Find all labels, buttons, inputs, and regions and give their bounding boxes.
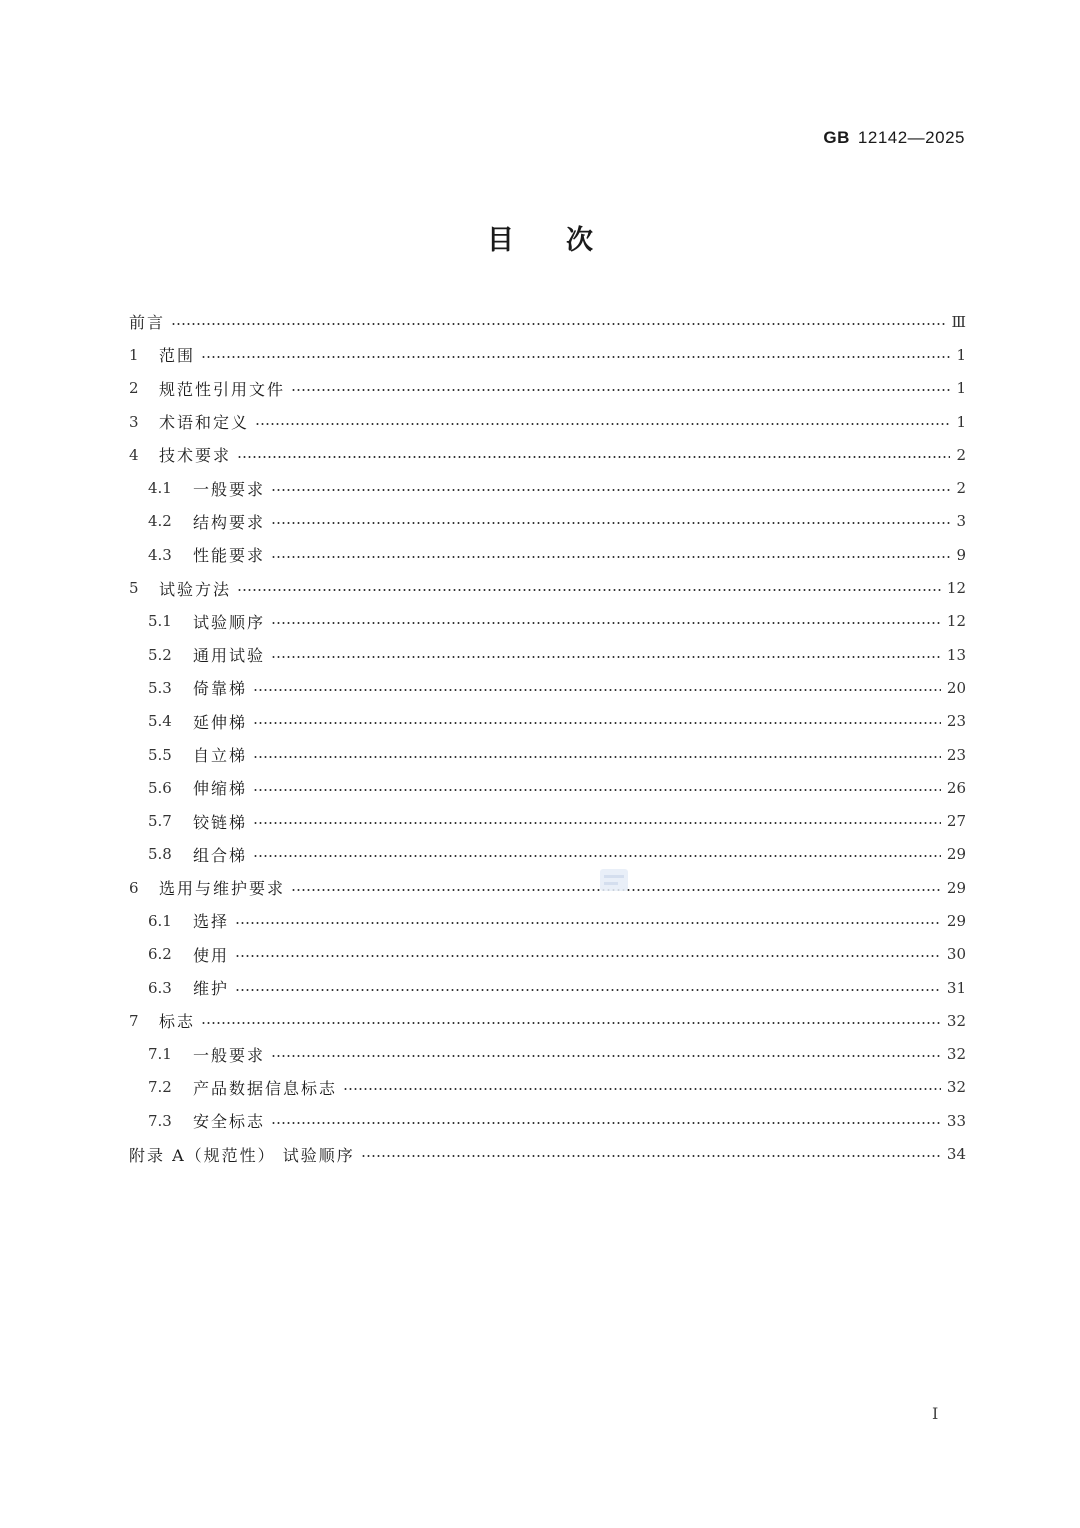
toc-entry-label: 规范性引用文件 <box>159 379 286 399</box>
toc-entry-page: 33 <box>946 1111 966 1130</box>
toc-entry[interactable] <box>129 1004 966 1037</box>
toc-entry-number: 7.2 <box>148 1078 172 1097</box>
dot-leader <box>253 822 941 824</box>
dot-leader <box>271 489 950 491</box>
toc-entry-label: 选用与维护要求 <box>159 879 286 899</box>
toc-entry-page: 29 <box>946 911 966 930</box>
toc-entry-label: 一般要求 <box>193 479 266 499</box>
toc-entry-page: 1 <box>956 412 966 431</box>
dot-leader <box>271 656 941 658</box>
toc-entry-number: 6.2 <box>148 945 172 964</box>
toc-entry-label: 使用 <box>193 945 230 965</box>
dot-leader <box>253 789 941 791</box>
toc-entry-label: 范围 <box>159 346 196 366</box>
toc-entry-page: 3 <box>956 512 966 531</box>
dot-leader <box>291 389 950 391</box>
toc-entry-page: 13 <box>946 645 966 664</box>
toc-entry-label: 术语和定义 <box>159 413 250 433</box>
toc-entry-label: 试验方法 <box>159 579 232 599</box>
toc-entry-label: 通用试验 <box>193 646 266 666</box>
toc-entry[interactable] <box>129 671 966 704</box>
toc-entry-page: 27 <box>946 812 966 831</box>
standard-number: 12142—2025 <box>857 128 965 147</box>
toc-entry-number: 5.8 <box>148 845 172 864</box>
toc-entry[interactable] <box>129 1104 966 1137</box>
toc-entry[interactable] <box>129 804 966 837</box>
toc-entry-label: 安全标志 <box>193 1112 266 1132</box>
toc-entry[interactable] <box>129 638 966 671</box>
toc-entry-page: 23 <box>946 712 966 731</box>
dot-leader <box>235 955 941 957</box>
toc-entry-number: 5.6 <box>148 778 172 797</box>
toc-entry-label: 延伸梯 <box>193 712 248 732</box>
toc-entry-label: 铰链梯 <box>193 812 248 832</box>
toc-entry[interactable] <box>129 471 966 504</box>
toc-entry[interactable] <box>129 771 966 804</box>
toc-entry-number: 7.3 <box>148 1111 172 1130</box>
toc-entry-number: 1 <box>129 345 139 364</box>
toc-entry-number: 7 <box>129 1011 139 1030</box>
toc-entry-number: 4.3 <box>148 545 172 564</box>
dot-leader <box>201 356 950 358</box>
toc-entry-number: 2 <box>129 379 139 398</box>
dot-leader <box>235 989 941 991</box>
dot-leader <box>255 423 950 425</box>
toc-entry-page: 32 <box>946 1078 966 1097</box>
dot-leader <box>201 1022 941 1024</box>
toc-entry[interactable] <box>129 871 966 904</box>
toc-entry-number: 4.2 <box>148 512 172 531</box>
dot-leader <box>235 922 941 924</box>
toc-entry-number: 6.1 <box>148 911 172 930</box>
toc-entry-page: 9 <box>956 545 966 564</box>
toc-entry-number: 6.3 <box>148 978 172 997</box>
toc-entry[interactable] <box>129 971 966 1004</box>
dot-leader <box>343 1088 941 1090</box>
toc-entry-page: 2 <box>956 479 966 498</box>
toc-entry-page: 1 <box>956 345 966 364</box>
dot-leader <box>253 722 941 724</box>
toc-entry-label: 附录 A（规范性） 试验顺序 <box>129 1145 355 1165</box>
toc-entry-label: 选择 <box>193 912 230 932</box>
toc-entry-label: 标志 <box>159 1012 196 1032</box>
toc-entry-label: 倚靠梯 <box>193 679 248 699</box>
page-number: I <box>932 1404 939 1423</box>
toc-entry[interactable] <box>129 1071 966 1104</box>
toc-entry-number: 4 <box>129 445 139 464</box>
toc-entry[interactable] <box>129 1038 966 1071</box>
toc-entry-label: 维护 <box>193 979 230 999</box>
toc-entry[interactable] <box>129 538 966 571</box>
toc-entry-page: 2 <box>956 445 966 464</box>
dot-leader <box>271 1055 941 1057</box>
dot-leader <box>271 1122 941 1124</box>
toc-entry[interactable] <box>129 438 966 471</box>
toc-entry-page: 26 <box>946 778 966 797</box>
toc-entry-label: 自立梯 <box>193 746 248 765</box>
toc-entry-page: 29 <box>946 845 966 864</box>
toc-entry-number: 5.2 <box>148 645 172 664</box>
toc-entry-page: 12 <box>946 612 966 631</box>
toc-entry-page: 12 <box>946 579 966 598</box>
toc-entry-label: 性能要求 <box>193 546 266 566</box>
dot-leader <box>271 556 950 558</box>
dot-leader <box>253 855 941 857</box>
toc-entry-label: 试验顺序 <box>193 612 266 632</box>
toc-entry[interactable] <box>129 938 966 971</box>
toc-entry[interactable] <box>129 338 966 371</box>
watermark-logo <box>600 869 628 891</box>
dot-leader <box>171 323 946 325</box>
toc-entry-number: 5.3 <box>148 678 172 697</box>
toc-entry-number: 5 <box>129 579 139 598</box>
toc-entry-page: 32 <box>946 1011 966 1030</box>
toc-entry-page: 20 <box>946 678 966 697</box>
dot-leader <box>271 622 941 624</box>
dot-leader <box>253 756 941 758</box>
toc-entry-label: 结构要求 <box>193 512 266 532</box>
standard-code <box>823 128 965 148</box>
toc-entry-number: 5.5 <box>148 745 172 764</box>
toc-entry-page: 30 <box>946 945 966 964</box>
dot-leader <box>271 522 950 524</box>
toc-entry-label: 一般要求 <box>193 1045 266 1065</box>
toc-entry[interactable] <box>129 1137 966 1170</box>
toc-entry-page: 29 <box>946 878 966 897</box>
toc-entry-number: 7.1 <box>148 1045 172 1064</box>
toc-entry-number: 6 <box>129 878 139 897</box>
toc-entry[interactable] <box>129 505 966 538</box>
toc-entry-label: 组合梯 <box>193 845 248 865</box>
standard-prefix: GB <box>823 128 850 147</box>
dot-leader <box>237 589 941 591</box>
toc-entry-number: 3 <box>129 412 139 431</box>
toc-entry[interactable] <box>129 605 966 638</box>
toc-entry-label: 产品数据信息标志 <box>193 1078 338 1098</box>
toc-entry-page: Ⅲ <box>951 312 966 331</box>
toc-entry[interactable] <box>129 904 966 937</box>
toc-entry-page: 23 <box>946 745 966 764</box>
dot-leader <box>237 456 950 458</box>
toc-entry-number: 5.7 <box>148 812 172 831</box>
toc-entry[interactable] <box>129 405 966 438</box>
toc-entry-number: 5.4 <box>148 712 172 731</box>
dot-leader <box>253 689 941 691</box>
toc-entry-label: 伸缩梯 <box>193 779 248 799</box>
toc-entry-page: 31 <box>946 978 966 997</box>
toc-entry-number: 4.1 <box>148 479 172 498</box>
toc-entry-page: 1 <box>956 379 966 398</box>
toc-entry[interactable] <box>129 705 966 738</box>
toc-entry-page: 34 <box>946 1145 966 1164</box>
table-of-contents <box>129 305 966 1171</box>
toc-entry[interactable] <box>129 571 966 604</box>
toc-entry[interactable] <box>129 738 966 771</box>
toc-entry-page: 32 <box>946 1045 966 1064</box>
toc-entry[interactable] <box>129 838 966 871</box>
toc-entry[interactable] <box>129 305 966 338</box>
toc-entry-label: 前言 <box>129 313 166 333</box>
toc-entry[interactable] <box>129 372 966 405</box>
toc-entry-number: 5.1 <box>148 612 172 631</box>
page-title: 目次 <box>487 225 645 256</box>
toc-entry-label: 技术要求 <box>159 446 232 466</box>
dot-leader <box>361 1155 941 1157</box>
